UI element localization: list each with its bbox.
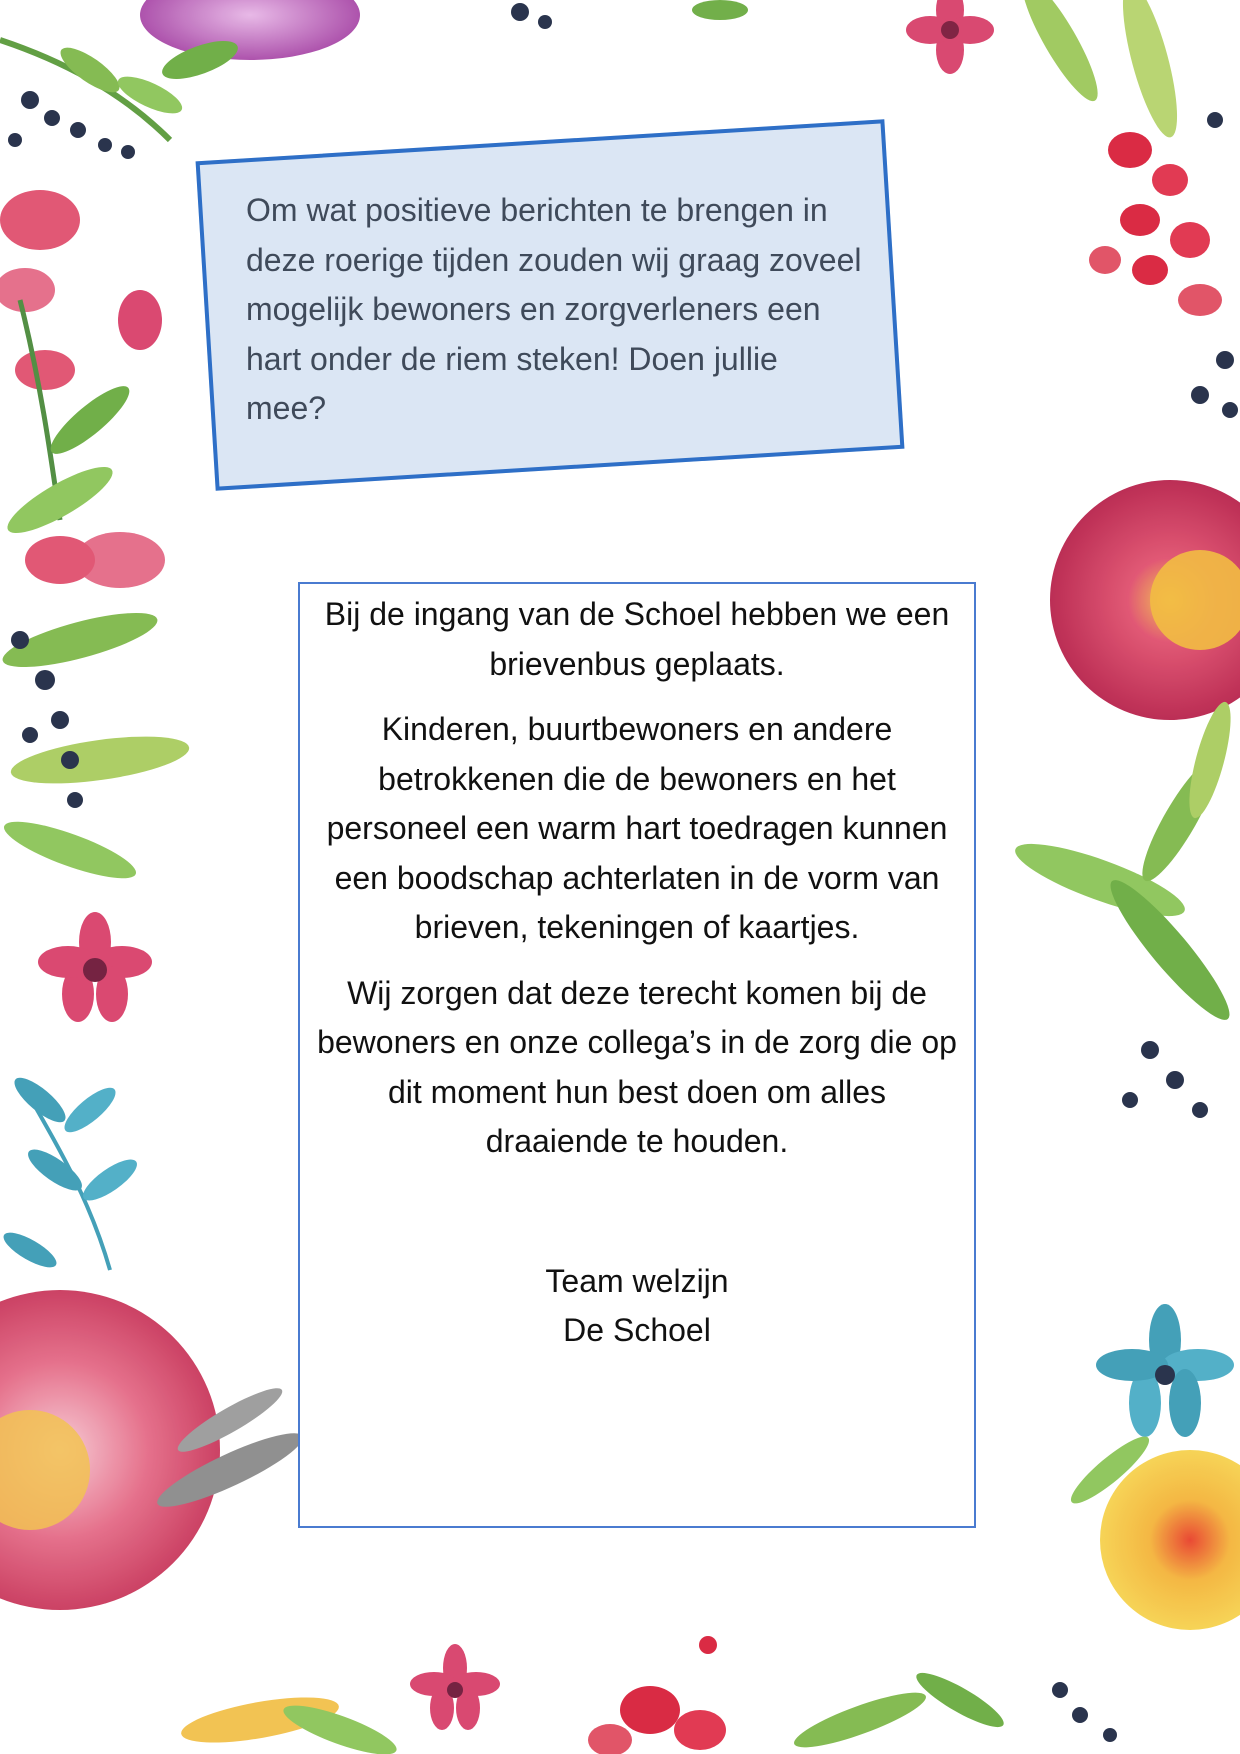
signature-organisation: De Schoel (563, 1312, 711, 1348)
message-paragraph-1: Bij de ingang van de Schoel hebben we een brievenbus geplaats. (324, 596, 950, 682)
signature (300, 1257, 974, 1356)
right-flowers (1009, 112, 1240, 1630)
intro-callout-text: Om wat positieve berichten te brengen in deze roerige tijden zouden wij graag zoveel mogelijk bewoners en zorgverleners een hart onder de riem steken! Doen jullie mee? (246, 192, 862, 426)
message-paragraph-2: Kinderen, buurtbewoners en andere betrokkenen die de bewoners en het personeel een warm hart toedragen kunnen een boodschap achterlaten in de vorm van brieven, tekeningen of kaartjes. (326, 711, 948, 945)
signature-team: Team welzijn (545, 1262, 729, 1299)
top-flowers (0, 0, 1188, 159)
message-paragraph-3: Wij zorgen dat deze terecht komen bij de bewoners en onze collega’s in de zorg die op dit moment hun best doen om alles draaiende te houden. (317, 974, 957, 1159)
bottom-flowers (178, 1636, 1117, 1754)
message-body (300, 590, 974, 1372)
